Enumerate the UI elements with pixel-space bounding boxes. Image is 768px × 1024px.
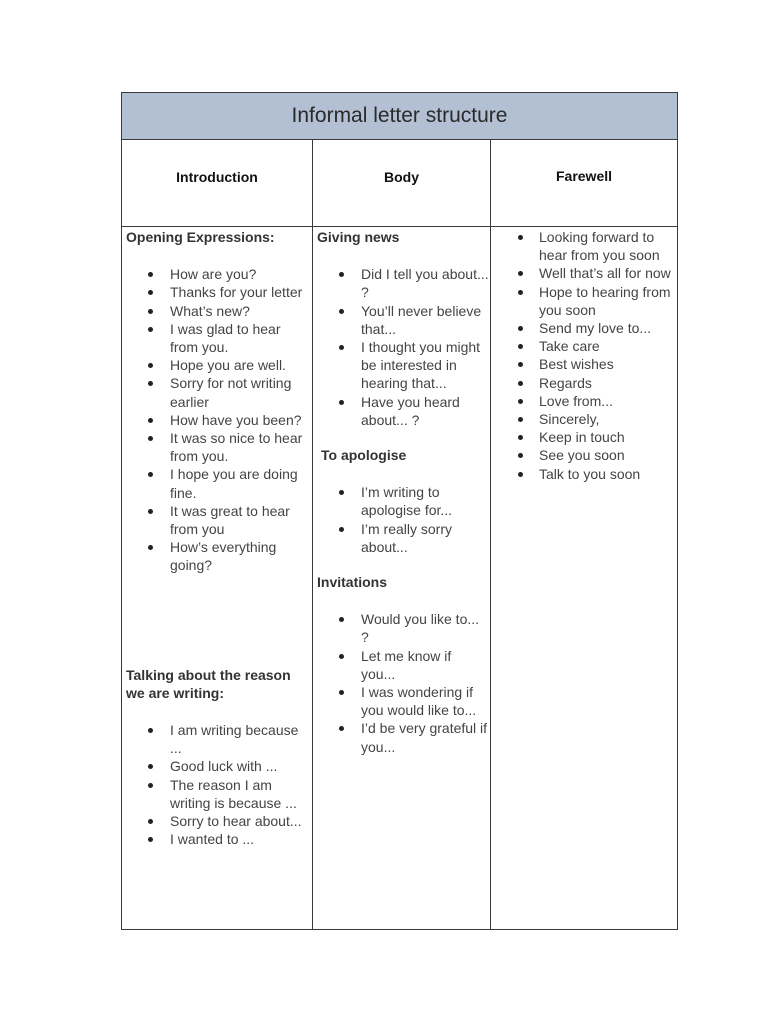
introduction-column [126,228,312,848]
invitations-list [317,610,489,756]
reason-for-writing-list [126,721,312,848]
section-title: Invitations [317,574,388,591]
apologise-list [317,483,489,556]
list-item: Hope to hearing from you soon [491,283,671,319]
list-item: Sorry for not writing earlier [126,374,312,410]
list-item: How have you been? [126,411,312,429]
list-item: I’m writing to apologise for... [317,483,489,519]
list-item: Have you heard about... ? [317,393,489,429]
list-item: Best wishes [491,355,671,373]
list-item: Did I tell you about... ? [317,265,489,301]
header-divider [122,226,677,227]
farewell-heading: Farewell [555,168,613,184]
list-item: Regards [491,374,671,392]
list-item: I wanted to ... [126,830,312,848]
list-item: I was glad to hear from you. [126,320,312,356]
list-item: Good luck with ... [126,757,312,775]
list-item: The reason I am writing is because ... [126,776,312,812]
list-item: Keep in touch [491,428,671,446]
list-item: Would you like to... ? [317,610,489,646]
section-title: Talking about the reason we are writing: [126,666,291,701]
list-item: See you soon [491,446,671,464]
list-item: Take care [491,337,671,355]
list-item: I hope you are doing fine. [126,465,312,501]
list-item: Sincerely, [491,410,671,428]
list-item: Talk to you soon [491,465,671,483]
body-heading: Body [384,169,419,185]
list-item: It was great to hear from you [126,502,312,538]
farewell-list [491,228,671,483]
list-item: I thought you might be interested in hearing that... [317,338,489,393]
opening-expressions-list [126,265,312,574]
list-item: I am writing because ... [126,721,312,757]
list-item: Thanks for your letter [126,283,312,301]
list-item: Hope you are well. [126,356,312,374]
section-title: To apologise [321,447,407,464]
section-title: Opening Expressions: [126,229,275,245]
list-item: Send my love to... [491,319,671,337]
body-column [317,228,489,756]
introduction-heading: Introduction [176,169,258,185]
list-item: Love from... [491,392,671,410]
list-item: I’d be very grateful if you... [317,719,489,755]
letter-structure-table [121,92,678,930]
table-title: Informal letter structure [122,93,677,140]
list-item: Well that’s all for now [491,264,671,282]
list-item: I’m really sorry about... [317,520,489,556]
list-item: I was wondering if you would like to... [317,683,489,719]
list-item: Let me know if you... [317,647,489,683]
giving-news-list [317,265,489,429]
list-item: How’s everything going? [126,538,312,574]
column-divider [312,139,313,929]
list-item: Looking forward to hear from you soon [491,228,671,264]
list-item: You’ll never believe that... [317,302,489,338]
section-title: Giving news [317,229,400,245]
list-item: It was so nice to hear from you. [126,429,312,465]
list-item: How are you? [126,265,312,283]
list-item: Sorry to hear about... [126,812,312,830]
list-item: What’s new? [126,302,312,320]
farewell-column [491,228,671,483]
